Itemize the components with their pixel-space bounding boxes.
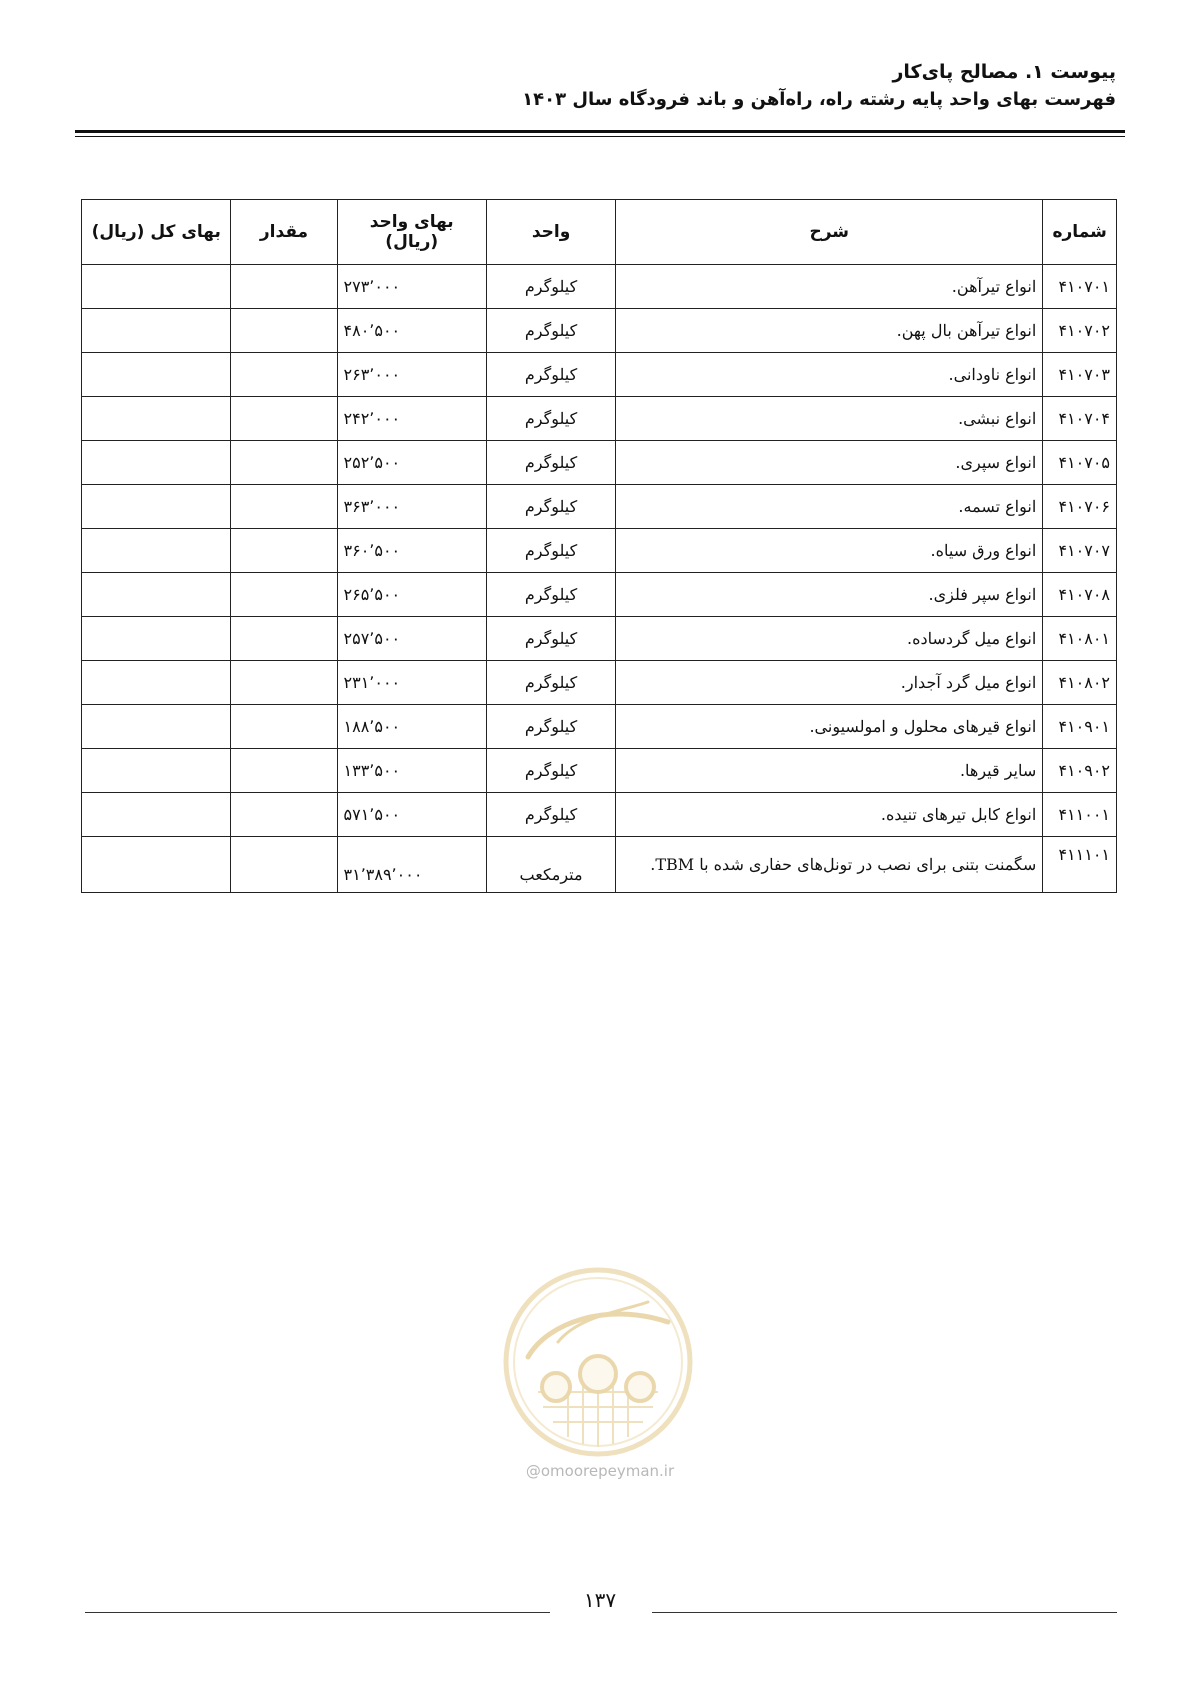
table-row xyxy=(82,485,1117,529)
cell-total-price xyxy=(82,661,231,705)
cell-quantity xyxy=(231,793,337,837)
cell-description: انواع تسمه. xyxy=(616,485,1043,529)
cell-total-price xyxy=(82,573,231,617)
cell-total-price xyxy=(82,353,231,397)
cell-number: ۴۱۰۷۰۸ xyxy=(1043,573,1117,617)
cell-total-price xyxy=(82,265,231,309)
cell-description: انواع تیرآهن. xyxy=(616,265,1043,309)
cell-quantity xyxy=(231,617,337,661)
cell-unit: کیلوگرم xyxy=(486,353,615,397)
cell-unit-price: ۱۳۳٬۵۰۰ xyxy=(337,749,486,793)
header-quantity: مقدار xyxy=(231,200,337,265)
cell-description: انواع تیرآهن بال پهن. xyxy=(616,309,1043,353)
cell-description: انواع کابل تیرهای تنیده. xyxy=(616,793,1043,837)
cell-description: انواع ورق سیاه. xyxy=(616,529,1043,573)
table-row xyxy=(82,353,1117,397)
cell-unit: کیلوگرم xyxy=(486,617,615,661)
cell-number: ۴۱۰۷۰۱ xyxy=(1043,265,1117,309)
cell-quantity xyxy=(231,485,337,529)
cell-unit-price: ۲۳۱٬۰۰۰ xyxy=(337,661,486,705)
cell-quantity xyxy=(231,529,337,573)
cell-unit: کیلوگرم xyxy=(486,309,615,353)
cell-number: ۴۱۰۷۰۳ xyxy=(1043,353,1117,397)
cell-total-price xyxy=(82,441,231,485)
cell-quantity xyxy=(231,353,337,397)
cell-unit: کیلوگرم xyxy=(486,661,615,705)
cell-total-price xyxy=(82,397,231,441)
cell-number: ۴۱۰۷۰۶ xyxy=(1043,485,1117,529)
header-rule-thin xyxy=(75,136,1125,137)
cell-number: ۴۱۱۰۰۱ xyxy=(1043,793,1117,837)
cell-number: ۴۱۰۸۰۱ xyxy=(1043,617,1117,661)
cell-unit-price: ۲۵۷٬۵۰۰ xyxy=(337,617,486,661)
cell-unit-price: ۵۷۱٬۵۰۰ xyxy=(337,793,486,837)
cell-number: ۴۱۰۹۰۱ xyxy=(1043,705,1117,749)
cell-quantity xyxy=(231,661,337,705)
header-unit: واحد xyxy=(486,200,615,265)
cell-number: ۴۱۰۷۰۷ xyxy=(1043,529,1117,573)
cell-unit-price: ۳۶۳٬۰۰۰ xyxy=(337,485,486,529)
footer-rule-right xyxy=(652,1612,1117,1613)
cell-unit-price: ۲۷۳٬۰۰۰ xyxy=(337,265,486,309)
table-row xyxy=(82,265,1117,309)
table-header-row xyxy=(82,200,1117,265)
watermark-site: @omoorepeyman.ir xyxy=(525,1462,675,1480)
cell-unit-price: ۳۱٬۳۸۹٬۰۰۰ xyxy=(337,837,486,893)
cell-unit-price: ۲۵۲٬۵۰۰ xyxy=(337,441,486,485)
cell-quantity xyxy=(231,309,337,353)
cell-total-price xyxy=(82,485,231,529)
cell-unit: کیلوگرم xyxy=(486,705,615,749)
cell-quantity xyxy=(231,749,337,793)
cell-unit: کیلوگرم xyxy=(486,749,615,793)
cell-unit-price: ۲۶۵٬۵۰۰ xyxy=(337,573,486,617)
table-row xyxy=(82,661,1117,705)
appendix-title: پیوست ۱. مصالح پای‌کار xyxy=(892,61,1116,83)
cell-number: ۴۱۰۷۰۴ xyxy=(1043,397,1117,441)
cell-description: انواع سپر فلزی. xyxy=(616,573,1043,617)
cell-description: انواع سپری. xyxy=(616,441,1043,485)
document-title: فهرست بهای واحد پایه رشته راه، راه‌آهن و باند فرودگاه سال ۱۴۰۳ xyxy=(522,89,1116,110)
cell-total-price xyxy=(82,617,231,661)
table-row xyxy=(82,617,1117,661)
cell-description: سایر قیرها. xyxy=(616,749,1043,793)
cell-total-price xyxy=(82,309,231,353)
cell-unit-price: ۱۸۸٬۵۰۰ xyxy=(337,705,486,749)
cell-quantity xyxy=(231,265,337,309)
cell-number: ۴۱۰۸۰۲ xyxy=(1043,661,1117,705)
watermark-logo xyxy=(498,1262,698,1462)
cell-total-price xyxy=(82,529,231,573)
cell-unit-price: ۴۸۰٬۵۰۰ xyxy=(337,309,486,353)
cell-number: ۴۱۱۱۰۱ xyxy=(1043,837,1117,893)
table-row xyxy=(82,705,1117,749)
cell-quantity xyxy=(231,837,337,893)
cell-total-price xyxy=(82,793,231,837)
cell-number: ۴۱۰۷۰۲ xyxy=(1043,309,1117,353)
cell-unit: کیلوگرم xyxy=(486,529,615,573)
cell-description: انواع نبشی. xyxy=(616,397,1043,441)
header-unit-price: بهای واحد (ریال) xyxy=(337,200,486,265)
table-row xyxy=(82,441,1117,485)
cell-unit: کیلوگرم xyxy=(486,265,615,309)
cell-description: انواع قیرهای محلول و امولسیونی. xyxy=(616,705,1043,749)
table-row xyxy=(82,749,1117,793)
cell-quantity xyxy=(231,441,337,485)
header-description: شرح xyxy=(616,200,1043,265)
cell-unit: کیلوگرم xyxy=(486,573,615,617)
cell-description: سگمنت بتنی برای نصب در تونل‌های حفاری شده با TBM. xyxy=(616,837,1043,893)
page-number: ۱۳۷ xyxy=(583,1588,617,1612)
table-row xyxy=(82,397,1117,441)
cell-quantity xyxy=(231,705,337,749)
cell-unit-price: ۳۶۰٬۵۰۰ xyxy=(337,529,486,573)
header-total-price: بهای کل (ریال) xyxy=(82,200,231,265)
page-header xyxy=(66,58,1116,114)
table-row xyxy=(82,309,1117,353)
cell-unit: کیلوگرم xyxy=(486,397,615,441)
cell-number: ۴۱۰۷۰۵ xyxy=(1043,441,1117,485)
header-number: شماره xyxy=(1043,200,1117,265)
cell-total-price xyxy=(82,837,231,893)
cell-unit: مترمکعب xyxy=(486,837,615,893)
cell-total-price xyxy=(82,749,231,793)
table-row xyxy=(82,837,1117,893)
price-list-table xyxy=(81,199,1117,893)
cell-number: ۴۱۰۹۰۲ xyxy=(1043,749,1117,793)
cell-quantity xyxy=(231,397,337,441)
header-rule-thick xyxy=(75,130,1125,133)
cell-quantity xyxy=(231,573,337,617)
cell-description: انواع ناودانی. xyxy=(616,353,1043,397)
cell-unit-price: ۲۶۳٬۰۰۰ xyxy=(337,353,486,397)
cell-unit: کیلوگرم xyxy=(486,441,615,485)
table-row xyxy=(82,529,1117,573)
footer-rule-left xyxy=(85,1612,550,1613)
cell-unit: کیلوگرم xyxy=(486,793,615,837)
table-row xyxy=(82,573,1117,617)
cell-unit-price: ۲۴۲٬۰۰۰ xyxy=(337,397,486,441)
cell-total-price xyxy=(82,705,231,749)
cell-unit: کیلوگرم xyxy=(486,485,615,529)
cell-description: انواع میل گرد آجدار. xyxy=(616,661,1043,705)
table-row xyxy=(82,793,1117,837)
cell-description: انواع میل گردساده. xyxy=(616,617,1043,661)
